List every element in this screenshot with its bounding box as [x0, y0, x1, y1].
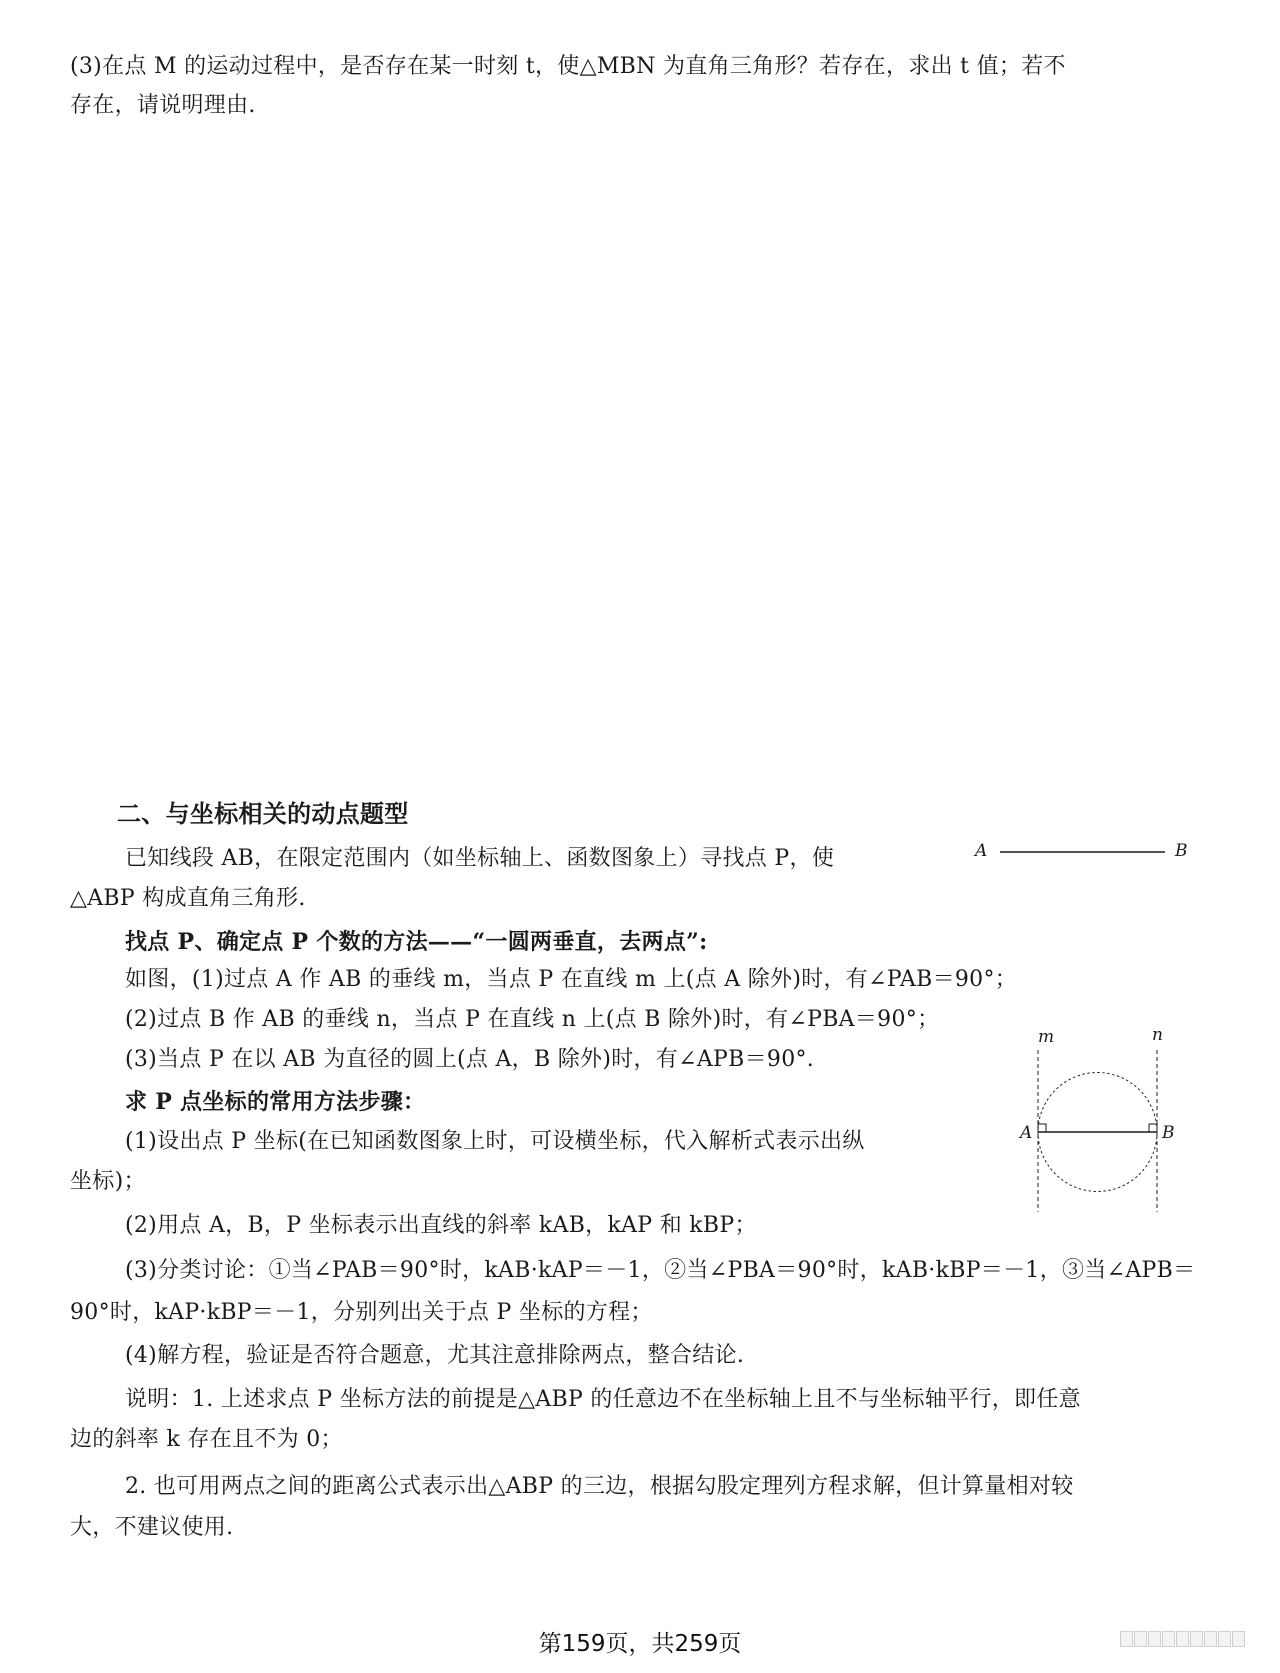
step-4: (4)解方程，验证是否符合题意，尤其注意排除两点，整合结论. [125, 1343, 745, 1368]
method-line-1: 如图，(1)过点 A 作 AB 的垂线 m，当点 P 在直线 m 上(点 A 除外)时，有∠PAB＝90°； [125, 967, 1018, 992]
right-angle-mark-b [1149, 1124, 1157, 1132]
page-number-footer: 第159页，共259页 [538, 1631, 742, 1657]
step-3b: 90°时，kAP·kBP＝－1，分别列出关于点 P 坐标的方程； [70, 1300, 653, 1325]
figure-label-n: n [1152, 1025, 1163, 1045]
method-line-3: (3)当点 P 在以 AB 为直径的圆上(点 A，B 除外)时，有∠APB＝90°. [125, 1047, 815, 1072]
note-1b: 边的斜率 k 存在且不为 0； [70, 1427, 343, 1452]
section-heading: 二、与坐标相关的动点题型 [117, 800, 409, 828]
note-2a: 2. 也可用两点之间的距离公式表示出△ABP 的三边，根据勾股定理列方程求解，但计算量相对较 [125, 1474, 1074, 1499]
question-line-1: (3)在点 M 的运动过程中，是否存在某一时刻 t，使△MBN 为直角三角形？若存在，求出 t 值；若不 [70, 54, 1066, 79]
question-line-2: 存在，请说明理由. [70, 93, 256, 118]
step-2: (2)用点 A，B，P 坐标表示出直线的斜率 kAB，kAP 和 kBP； [125, 1213, 757, 1238]
steps-title: 求 P 点坐标的常用方法步骤： [125, 1089, 426, 1115]
segment-ab-figure [970, 835, 1200, 865]
right-angle-mark-a [1038, 1124, 1046, 1132]
step-1a: (1)设出点 P 坐标(在已知函数图象上时，可设横坐标，代入解析式表示出纵 [125, 1129, 865, 1154]
scroll-indicator [1120, 1631, 1250, 1649]
method-line-2: (2)过点 B 作 AB 的垂线 n，当点 P 在直线 n 上(点 B 除外)时，有∠PBA＝90°； [125, 1007, 940, 1032]
note-1a: 说明：1. 上述求点 P 坐标方法的前提是△ABP 的任意边不在坐标轴上且不与坐标轴平行，即任意 [125, 1387, 1081, 1412]
figure-label-a: A [1020, 1123, 1033, 1143]
intro-line-1: 已知线段 AB，在限定范围内（如坐标轴上、函数图象上）寻找点 P，使 [125, 846, 835, 871]
segment-label-a: A [975, 841, 988, 861]
method-title: 找点 P、确定点 P 个数的方法——“一圆两垂直，去两点”: [125, 929, 708, 955]
segment-label-b: B [1175, 841, 1188, 861]
figure-label-b: B [1162, 1123, 1175, 1143]
intro-line-2: △ABP 构成直角三角形. [70, 886, 306, 911]
step-3a: (3)分类讨论：①当∠PAB＝90°时，kAB·kAP＝－1，②当∠PBA＝90°时，kAB·kBP＝－1，③当∠APB＝ [125, 1258, 1196, 1283]
circle-perpendicular-figure [1005, 1020, 1180, 1215]
note-2b: 大，不建议使用. [70, 1515, 234, 1540]
figure-label-m: m [1038, 1027, 1055, 1047]
step-1b: 坐标)； [70, 1169, 146, 1194]
